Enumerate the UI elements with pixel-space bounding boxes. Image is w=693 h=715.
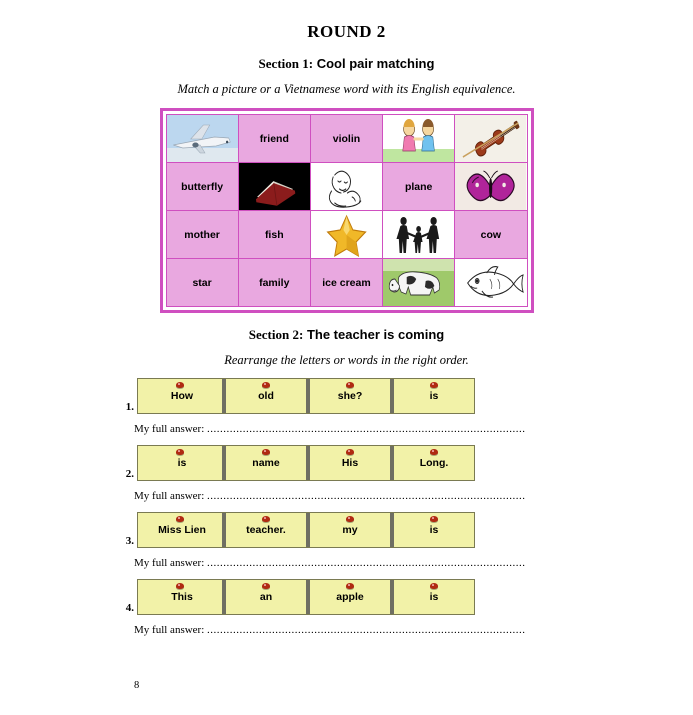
grid-cell-family-picture[interactable] [383, 211, 455, 259]
word-chunk[interactable] [222, 513, 306, 547]
word-chunk[interactable] [222, 379, 306, 413]
section2-title [0, 327, 693, 343]
star-icon [311, 211, 382, 258]
pin-icon [176, 516, 184, 522]
grid-cell-word[interactable]: family [238, 259, 310, 307]
answer-prompt: My full answer: [134, 490, 208, 502]
section1-title [0, 56, 693, 72]
word-chunk-label: is [177, 457, 187, 469]
word-chunk[interactable] [390, 446, 474, 480]
item-number: 4. [125, 602, 134, 614]
fish-icon [455, 259, 526, 306]
pin-icon [176, 382, 184, 388]
word-chunk-label: is [429, 390, 439, 402]
grid-cell-mother-and-baby-picture[interactable] [310, 163, 382, 211]
grid-cell-word[interactable]: mother [166, 211, 238, 259]
grid-cell-word[interactable]: friend [238, 115, 310, 163]
matching-grid-table [166, 114, 528, 307]
answer-line[interactable] [0, 624, 693, 636]
grid-cell-word[interactable]: cow [455, 211, 527, 259]
matching-grid [160, 108, 534, 313]
word-chunk-label: my [342, 524, 358, 536]
word-strip[interactable] [137, 378, 475, 414]
word-strip[interactable] [137, 512, 475, 548]
word-chunk-label: an [259, 591, 273, 603]
violin-icon [455, 115, 526, 162]
answer-line[interactable] [0, 490, 693, 502]
grid-cell-book-picture[interactable] [238, 163, 310, 211]
word-chunk-label: Long. [419, 457, 449, 469]
item-number: 3. [125, 535, 134, 547]
word-chunk[interactable] [138, 446, 222, 480]
word-chunk-label: apple [336, 591, 364, 603]
airplane-icon [167, 115, 238, 162]
grid-cell-word[interactable]: fish [238, 211, 310, 259]
section2-heading: The teacher is coming [306, 327, 445, 342]
section1-instruction: Match a picture or a Vietnamese word with its English equivalence. [177, 82, 516, 96]
strip-row [0, 579, 693, 615]
word-chunk[interactable] [390, 580, 474, 614]
grid-cell-word[interactable]: violin [310, 115, 382, 163]
grid-cell-cow-picture[interactable] [383, 259, 455, 307]
pin-icon [176, 583, 184, 589]
sentence-strips [0, 378, 693, 636]
answer-prompt: My full answer: [134, 557, 208, 569]
two-friends-icon [383, 115, 454, 162]
grid-cell-airplane-picture[interactable] [166, 115, 238, 163]
book-icon [239, 163, 310, 210]
answer-line[interactable] [0, 557, 693, 569]
pin-icon [430, 382, 438, 388]
grid-cell-word[interactable]: butterfly [166, 163, 238, 211]
family-icon [383, 211, 454, 258]
word-chunk[interactable] [390, 379, 474, 413]
table-row [166, 115, 527, 163]
pin-icon [430, 516, 438, 522]
answer-dots: .................................................................................................. [207, 490, 526, 502]
answer-prompt: My full answer: [134, 624, 208, 636]
word-strip[interactable] [137, 579, 475, 615]
word-chunk-label: is [429, 524, 439, 536]
word-chunk[interactable] [306, 513, 390, 547]
word-chunk[interactable] [390, 513, 474, 547]
word-chunk[interactable] [306, 379, 390, 413]
answer-dots: .................................................................................................. [207, 624, 526, 636]
word-chunk-label: His [341, 457, 359, 469]
word-chunk-label: teacher. [246, 524, 286, 536]
word-chunk[interactable] [222, 580, 306, 614]
word-chunk[interactable] [306, 580, 390, 614]
pin-icon [346, 449, 354, 455]
word-chunk[interactable] [222, 446, 306, 480]
answer-dots: .................................................................................................. [207, 423, 526, 435]
grid-cell-fish-picture[interactable] [455, 259, 527, 307]
pin-icon [346, 583, 354, 589]
answer-prompt: My full answer: [134, 423, 208, 435]
answer-dots: .................................................................................................. [207, 557, 526, 569]
page-number: 8 [134, 680, 140, 691]
answer-line[interactable] [0, 423, 693, 435]
item-number: 2. [125, 468, 134, 480]
section1-label: Section 1: [258, 56, 314, 71]
word-chunk-label: she? [337, 390, 363, 402]
table-row [166, 163, 527, 211]
strip-row [0, 445, 693, 481]
section1-heading: Cool pair matching [316, 56, 435, 71]
grid-cell-word[interactable]: ice cream [310, 259, 382, 307]
table-row [166, 211, 527, 259]
word-chunk-label: is [429, 591, 439, 603]
item-number: 1. [125, 401, 134, 413]
pin-icon [262, 449, 270, 455]
strip-row [0, 512, 693, 548]
word-chunk[interactable] [138, 513, 222, 547]
butterfly-icon [455, 163, 526, 210]
pin-icon [262, 382, 270, 388]
grid-cell-word[interactable]: star [166, 259, 238, 307]
grid-cell-two-friends-picture[interactable] [383, 115, 455, 163]
word-chunk-label: name [252, 457, 280, 469]
grid-cell-violin-picture[interactable] [455, 115, 527, 163]
section2-instruction: Rearrange the letters or words in the right order. [224, 353, 469, 367]
strip-row [0, 378, 693, 414]
pin-icon [346, 516, 354, 522]
pin-icon [262, 583, 270, 589]
grid-cell-word[interactable]: plane [383, 163, 455, 211]
mother-and-baby-icon [311, 163, 382, 210]
word-chunk[interactable] [138, 379, 222, 413]
word-chunk-label: Miss Lien [158, 524, 206, 536]
cow-icon [383, 259, 454, 306]
section2-label: Section 2: [248, 327, 304, 342]
grid-cell-butterfly-picture[interactable] [455, 163, 527, 211]
word-chunk-label: How [170, 390, 194, 402]
word-chunk[interactable] [138, 580, 222, 614]
pin-icon [430, 583, 438, 589]
word-chunk[interactable] [306, 446, 390, 480]
grid-cell-star-picture[interactable] [310, 211, 382, 259]
word-chunk-label: old [258, 390, 274, 402]
word-chunk-label: This [171, 591, 193, 603]
page-title: ROUND 2 [307, 22, 386, 41]
pin-icon [430, 449, 438, 455]
table-row [166, 259, 527, 307]
word-strip[interactable] [137, 445, 475, 481]
worksheet-page [0, 22, 693, 715]
pin-icon [262, 516, 270, 522]
pin-icon [176, 449, 184, 455]
pin-icon [346, 382, 354, 388]
